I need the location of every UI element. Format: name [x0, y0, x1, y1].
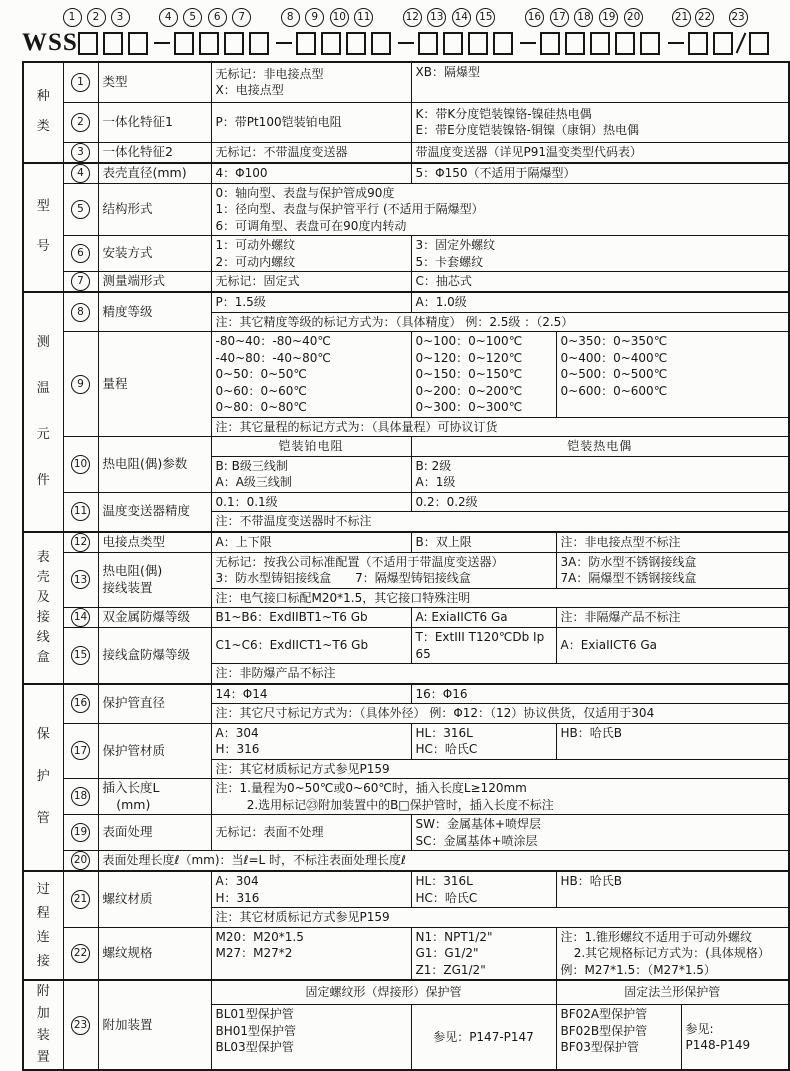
row-4-number — [63, 163, 98, 184]
row-12-name: 电接点类型 — [98, 532, 211, 553]
row-13-options-b — [556, 552, 789, 588]
circled-number-23: 23 — [729, 8, 748, 27]
row-18-note-lines — [211, 779, 789, 815]
code-box — [443, 32, 463, 55]
row-10-options-a — [211, 456, 411, 492]
option-line: BF02B型保护管 — [560, 1023, 648, 1038]
category-process-connection — [23, 871, 63, 980]
option-line: 7A：隔爆型不锈钢接线盒 — [560, 571, 697, 585]
row-7-number — [63, 272, 98, 293]
range-line: 0~50：0~50℃ — [215, 367, 307, 381]
row-14-note: 注：非隔爆产品不标注 — [556, 608, 789, 628]
circled-number-20: 20 — [71, 851, 90, 870]
row-7-name: 测量端形式 — [98, 272, 211, 293]
option-line: 3：固定外螺纹 — [415, 238, 496, 252]
row-21-options-b — [411, 871, 556, 908]
code-numbers-row — [60, 6, 790, 28]
option-line: G1：G1/2" — [415, 946, 479, 960]
circled-number-2: 2 — [87, 8, 106, 27]
row-22-options-b — [411, 927, 556, 980]
code-box — [224, 32, 244, 55]
name-line: 插入长度L — [102, 780, 160, 795]
code-box — [199, 32, 219, 55]
range-line: 0~80：0~80℃ — [215, 400, 307, 414]
row-6-options-b — [411, 236, 789, 272]
dash-separator — [520, 42, 536, 44]
row-23-name: 附加装置 — [98, 980, 211, 1070]
option-line: M20：M20*1.5 — [215, 929, 304, 944]
circled-number-18: 18 — [574, 8, 593, 27]
row-11-number — [63, 492, 98, 532]
code-box — [174, 32, 194, 55]
row-2-name: 一体化特征1 — [98, 102, 211, 142]
row-1-options-a — [211, 62, 411, 102]
circled-number-7: 7 — [71, 272, 90, 291]
row-11-name: 温度变送器精度 — [98, 492, 211, 532]
row-23-header-flanged: 固定法兰形保护管 — [556, 980, 789, 1005]
row-23-flanged-types — [556, 1005, 681, 1070]
circled-number-23: 23 — [71, 1016, 90, 1035]
row-10-header-tc: 铠装热电偶 — [411, 437, 789, 457]
row-15-options-b: T：ExtIII T120℃Db Ip65 — [411, 628, 556, 664]
option-line: A：304 — [215, 725, 259, 740]
row-22-note — [556, 927, 789, 980]
row-15-name: 接线盒防爆等级 — [98, 628, 211, 684]
code-box — [565, 32, 585, 55]
row-3-number — [63, 142, 98, 163]
row-23-number — [63, 980, 98, 1070]
circled-number-11: 11 — [71, 502, 90, 521]
option-line: X：电接点型 — [215, 83, 284, 98]
code-box-group-7 — [749, 32, 769, 55]
circled-number-5: 5 — [71, 200, 90, 219]
row-6-options-a — [211, 236, 411, 272]
category-case-junction-box — [23, 532, 63, 684]
row-14-number — [63, 608, 98, 628]
circled-number-14: 14 — [71, 608, 90, 627]
option-line: 1：可动外螺纹 — [215, 238, 296, 252]
row-19-name: 表面处理 — [98, 815, 211, 851]
circled-number-13: 13 — [427, 8, 446, 27]
row-14-options-b: A: ExiaIICT6 Ga — [411, 608, 556, 628]
row-22-options-a — [211, 927, 411, 980]
row-23-header-threaded: 固定螺纹形（焊接形）保护管 — [211, 980, 556, 1005]
row-3-options-a: 无标记：不带温度变送器 — [211, 142, 411, 163]
row-9-range-col3 — [556, 332, 789, 418]
row-8-options-b: A：1.0级 — [411, 292, 789, 312]
number-group-6 — [670, 8, 716, 27]
code-box — [346, 32, 366, 55]
code-box — [103, 32, 123, 55]
code-box — [249, 32, 269, 55]
circled-number-19: 19 — [71, 823, 90, 842]
row-15-note: 注：非防爆产品不标注 — [211, 664, 789, 684]
range-line: 0~600：0~600℃ — [560, 383, 668, 398]
option-line: BL03型保护管 — [215, 1040, 294, 1055]
range-line: 0~400：0~400℃ — [560, 350, 668, 365]
code-box — [688, 32, 708, 55]
option-line: 3A：防水型不锈钢接线盒 — [560, 554, 697, 569]
row-9-note: 注：其它量程的标记方式为：（具体量程）可协议订货 — [211, 417, 789, 437]
row-17-options-a — [211, 723, 411, 759]
option-line: 2：可动内螺纹 — [215, 254, 296, 269]
row-14-name: 双金属防爆等级 — [98, 608, 211, 628]
range-line: 0~60：0~60℃ — [215, 383, 307, 398]
option-line: HL：316L — [415, 725, 473, 740]
circled-number-9: 9 — [305, 8, 324, 27]
code-box — [640, 32, 660, 55]
circled-number-8: 8 — [281, 8, 300, 27]
note-line: 2.选用标记㉓附加装置中的B□保护管时，插入长度不标注 — [246, 797, 554, 812]
row-4-options-b: 5：Φ150（不适用于隔爆型） — [411, 163, 789, 184]
name-line: 热电阻(偶) — [102, 563, 163, 579]
dash-separator — [276, 42, 292, 44]
category-sensing-element — [23, 292, 63, 532]
reference-line: P148-P149 — [685, 1038, 751, 1053]
circled-number-4: 4 — [159, 8, 178, 27]
dash-separator — [154, 42, 170, 44]
row-17-note: 注：其它材质标记方式参见P159 — [211, 759, 789, 779]
category-protection-tube-label: 保护管 — [36, 727, 50, 827]
circled-number-20: 20 — [624, 8, 643, 27]
code-box-group-4 — [418, 32, 516, 55]
row-5-name: 结构形式 — [98, 183, 211, 236]
row-9-name: 量程 — [98, 332, 211, 437]
row-20-text: 表面处理长度ℓ（mm)：当ℓ=L 时，不标注表面处理长度ℓ — [98, 851, 789, 872]
code-box-group-6 — [688, 32, 734, 55]
option-line: H：316 — [215, 890, 260, 905]
row-16-name: 保护管直径 — [98, 684, 211, 724]
option-line: H：316 — [215, 742, 260, 756]
category-kinds-label: 种类 — [36, 89, 50, 135]
category-sensing-element-label: 测温元件 — [36, 334, 50, 488]
circled-number-21: 21 — [672, 8, 691, 27]
circled-number-18: 18 — [71, 787, 90, 806]
circled-number-16: 16 — [525, 8, 544, 27]
code-box — [468, 32, 488, 55]
circled-number-15: 15 — [71, 646, 90, 665]
row-16-number — [63, 684, 98, 724]
row-18-number — [63, 779, 98, 815]
option-line: BH01型保护管 — [215, 1023, 297, 1038]
series-prefix: WSS — [22, 29, 78, 56]
row-11-options-a: 0.1：0.1级 — [211, 492, 411, 512]
row-8-options-a: P：1.5级 — [211, 292, 411, 312]
circled-number-16: 16 — [71, 694, 90, 713]
row-7-options-a: 无标记：固定式 — [211, 272, 411, 293]
number-group-2 — [156, 8, 254, 27]
row-14-options-a: B1~B6：ExdIIBT1~T6 Gb — [211, 608, 411, 628]
option-line: 无标记：按我公司标准配置（不适用于带温度变送器） — [215, 554, 504, 569]
row-15-options-c: A：ExiaIICT6 Ga — [556, 628, 789, 664]
row-13-name — [98, 552, 211, 608]
option-line: 1：径向型、表盘与保护管平行 (不适用于隔爆型） — [215, 202, 484, 216]
option-line: K：带K分度铠装镍铬-镍硅热电偶 — [415, 106, 592, 121]
circled-number-13: 13 — [71, 570, 90, 589]
option-line: HC：哈氏C — [415, 742, 478, 756]
row-10-header-rtd: 铠装铂电阻 — [211, 437, 411, 457]
circled-number-15: 15 — [476, 8, 495, 27]
code-box-group-3 — [296, 32, 394, 55]
circled-number-11: 11 — [354, 8, 373, 27]
option-line: A：A级三线制 — [215, 475, 292, 489]
row-10-name: 热电阻(偶)参数 — [98, 437, 211, 493]
option-line: SC：金属基体+喷涂层 — [415, 833, 538, 848]
row-8-name: 精度等级 — [98, 292, 211, 332]
row-6-name: 安装方式 — [98, 236, 211, 272]
row-19-number — [63, 815, 98, 851]
row-6-number — [63, 236, 98, 272]
category-accessory-label: 附加装置 — [36, 984, 50, 1065]
row-1-name: 类型 — [98, 62, 211, 102]
circled-number-9: 9 — [71, 375, 90, 394]
row-2-options-b — [411, 102, 789, 142]
row-1-number — [63, 62, 98, 102]
note-line: 2.其它规格标记方式为：(具体规格） — [573, 946, 770, 960]
circled-number-7: 7 — [232, 8, 251, 27]
option-line: 无标记：非电接点型 — [215, 66, 324, 81]
row-13-options-a — [211, 552, 556, 588]
option-line: A：304 — [215, 874, 259, 888]
option-line: 3：防水型铸铝接线盒 7：隔爆型铸铝接线盒 — [215, 571, 471, 585]
option-line: B: 2级 — [415, 458, 452, 473]
option-line: 0：轴向型、表盘与保护管成90度 — [215, 185, 395, 200]
code-box — [418, 32, 438, 55]
row-16-options-b: 16：Φ16 — [411, 684, 789, 704]
note-line: 注：1.量程为0~50℃或0~60℃时，插入长度L≥120mm — [215, 781, 527, 795]
note-line: 例：M27*1.5：（M27*1.5） — [560, 962, 716, 977]
row-11-note: 注：不带温度变送器时不标注 — [211, 512, 789, 532]
option-line: HL：316L — [415, 874, 473, 888]
range-line: 0~200：0~200℃ — [415, 383, 523, 398]
row-9-range-col2 — [411, 332, 556, 418]
row-8-number — [63, 292, 98, 332]
code-box — [713, 32, 733, 55]
code-box — [371, 32, 391, 55]
circled-number-10: 10 — [330, 8, 349, 27]
row-16-note: 注：其它尺寸标记方式为：（具体外径） 例：Φ12：（12）协议供货，仅适用于304 — [211, 704, 789, 724]
circled-number-5: 5 — [183, 8, 202, 27]
row-21-name: 螺纹材质 — [98, 871, 211, 927]
row-15-number — [63, 628, 98, 684]
circled-number-17: 17 — [550, 8, 569, 27]
row-18-name — [98, 779, 211, 815]
range-line: 0~300：0~300℃ — [415, 400, 523, 414]
category-model-label: 型号 — [36, 199, 50, 255]
circled-number-2: 2 — [71, 113, 90, 132]
option-line: BF03型保护管 — [560, 1040, 639, 1055]
name-line: (mm) — [116, 796, 151, 812]
row-2-number — [63, 102, 98, 142]
circled-number-6: 6 — [71, 244, 90, 263]
row-19-options-a: 无标记：表面不处理 — [211, 815, 411, 851]
code-box — [615, 32, 635, 55]
code-box — [321, 32, 341, 55]
row-12-options-a: A：上下限 — [211, 532, 411, 553]
category-process-connection-label: 过程连接 — [36, 881, 50, 969]
circled-number-6: 6 — [208, 8, 227, 27]
row-17-name: 保护管材质 — [98, 723, 211, 779]
number-group-3 — [278, 8, 376, 27]
circled-number-22: 22 — [695, 8, 714, 27]
option-line: 6：可调角型、表盘可在90度内转动 — [215, 218, 407, 233]
row-23-threaded-reference: 参见：P147-P147 — [411, 1005, 556, 1070]
category-kinds — [23, 62, 63, 163]
range-line: 0~500：0~500℃ — [560, 367, 668, 381]
range-line: 0~120：0~120℃ — [415, 350, 523, 365]
dash-separator — [398, 42, 414, 44]
range-line: -80~40：-80~40℃ — [215, 334, 331, 348]
option-line: A：1级 — [415, 475, 456, 489]
option-line: SW：金属基体+喷焊层 — [415, 817, 542, 831]
code-box-group-2 — [174, 32, 272, 55]
slash-separator — [736, 33, 747, 54]
code-box — [493, 32, 513, 55]
option-line: M27：M27*2 — [215, 946, 293, 960]
circled-number-12: 12 — [71, 533, 90, 552]
category-protection-tube — [23, 684, 63, 872]
row-4-name: 表壳直径(mm) — [98, 163, 211, 184]
category-model — [23, 163, 63, 293]
row-23-flanged-reference — [681, 1005, 789, 1070]
code-box — [296, 32, 316, 55]
range-line: 0~100：0~100℃ — [415, 334, 523, 348]
row-23-threaded-types — [211, 1005, 411, 1070]
number-group-5 — [522, 8, 646, 27]
circled-number-22: 22 — [71, 944, 90, 963]
row-16-options-a: 14：Φ14 — [211, 684, 411, 704]
range-line: -40~80：-40~80℃ — [215, 350, 331, 365]
circled-number-21: 21 — [71, 890, 90, 909]
code-box — [78, 32, 98, 55]
row-17-number — [63, 723, 98, 779]
range-line: 0~350：0~350℃ — [560, 334, 668, 348]
circled-number-3: 3 — [111, 8, 130, 27]
row-19-options-b — [411, 815, 789, 851]
row-22-number — [63, 927, 98, 980]
name-line: 接线装置 — [102, 579, 153, 595]
row-21-number — [63, 871, 98, 927]
row-1-options-b: XB：隔爆型 — [411, 62, 789, 102]
row-17-options-b — [411, 723, 556, 759]
row-21-options-c: HB：哈氏B — [556, 871, 789, 908]
circled-number-19: 19 — [599, 8, 618, 27]
circled-number-14: 14 — [452, 8, 471, 27]
code-box — [590, 32, 610, 55]
option-line: 5：卡套螺纹 — [415, 254, 484, 269]
note-line: 注：1.锥形螺纹不适用于可动外螺纹 — [560, 929, 752, 944]
row-10-number — [63, 437, 98, 493]
code-box-group-1 — [78, 32, 150, 55]
circled-number-4: 4 — [71, 164, 90, 183]
row-9-number — [63, 332, 98, 437]
circled-number-3: 3 — [71, 143, 90, 162]
row-17-options-c: HB：哈氏B — [556, 723, 789, 759]
row-12-number — [63, 532, 98, 553]
row-20-number — [63, 851, 98, 872]
row-22-name: 螺纹规格 — [98, 927, 211, 980]
code-box-group-5 — [540, 32, 664, 55]
code-box — [128, 32, 148, 55]
row-3-options-b: 带温度变送器（详见P91温变类型代码表） — [411, 142, 789, 163]
row-8-note: 注：其它精度等级的标记方式为：（具体精度） 例：2.5级 ：（2.5） — [211, 312, 789, 332]
option-line: HC：哈氏C — [415, 890, 478, 905]
option-line: BF02A型保护管 — [560, 1007, 648, 1022]
ordering-code-table — [22, 61, 790, 1071]
row-2-options-a: P：带Pt100铠装铂电阻 — [211, 102, 411, 142]
row-5-number — [63, 183, 98, 236]
dash-separator — [668, 42, 684, 44]
option-line: E：带E分度铠装镍铬-铜镍（康铜）热电偶 — [415, 123, 639, 137]
row-11-options-b: 0.2：0.2级 — [411, 492, 789, 512]
row-13-number — [63, 552, 98, 608]
row-12-options-b: B：双上限 — [411, 532, 556, 553]
row-15-options-a: C1~C6：ExdIICT1~T6 Gb — [211, 628, 411, 664]
row-7-options-b: C：抽芯式 — [411, 272, 789, 293]
number-group-1 — [60, 8, 132, 27]
option-line: Z1：ZG1/2" — [415, 962, 486, 977]
circled-number-10: 10 — [71, 455, 90, 474]
row-12-note: 注：非电接点型不标注 — [556, 532, 789, 553]
number-group-4 — [400, 8, 498, 27]
circled-number-1: 1 — [63, 8, 82, 27]
reference-line: 参见: — [685, 1021, 714, 1036]
category-accessory — [23, 980, 63, 1070]
code-box — [749, 32, 769, 55]
row-13-note: 注：电气接口标配M20*1.5，其它接口特殊注明 — [211, 588, 789, 608]
row-5-options — [211, 183, 789, 236]
option-line: B: B级三线制 — [215, 458, 288, 473]
option-line: N1：NPT1/2" — [415, 929, 493, 944]
category-case-junction-box-label: 表壳及接线盒 — [36, 549, 50, 665]
range-line: 0~150：0~150℃ — [415, 367, 523, 381]
number-group-7 — [728, 8, 748, 27]
model-code-line — [22, 29, 790, 57]
row-9-range-col1 — [211, 332, 411, 418]
row-21-note: 注：其它材质标记方式参见P159 — [211, 908, 789, 928]
code-box — [540, 32, 560, 55]
row-4-options-a: 4：Φ100 — [211, 163, 411, 184]
circled-number-12: 12 — [403, 8, 422, 27]
option-line: BL01型保护管 — [215, 1007, 294, 1022]
circled-number-8: 8 — [71, 303, 90, 322]
circled-number-1: 1 — [71, 73, 90, 92]
row-3-name: 一体化特征2 — [98, 142, 211, 163]
row-21-options-a — [211, 871, 411, 908]
circled-number-17: 17 — [71, 741, 90, 760]
row-10-options-b — [411, 456, 789, 492]
